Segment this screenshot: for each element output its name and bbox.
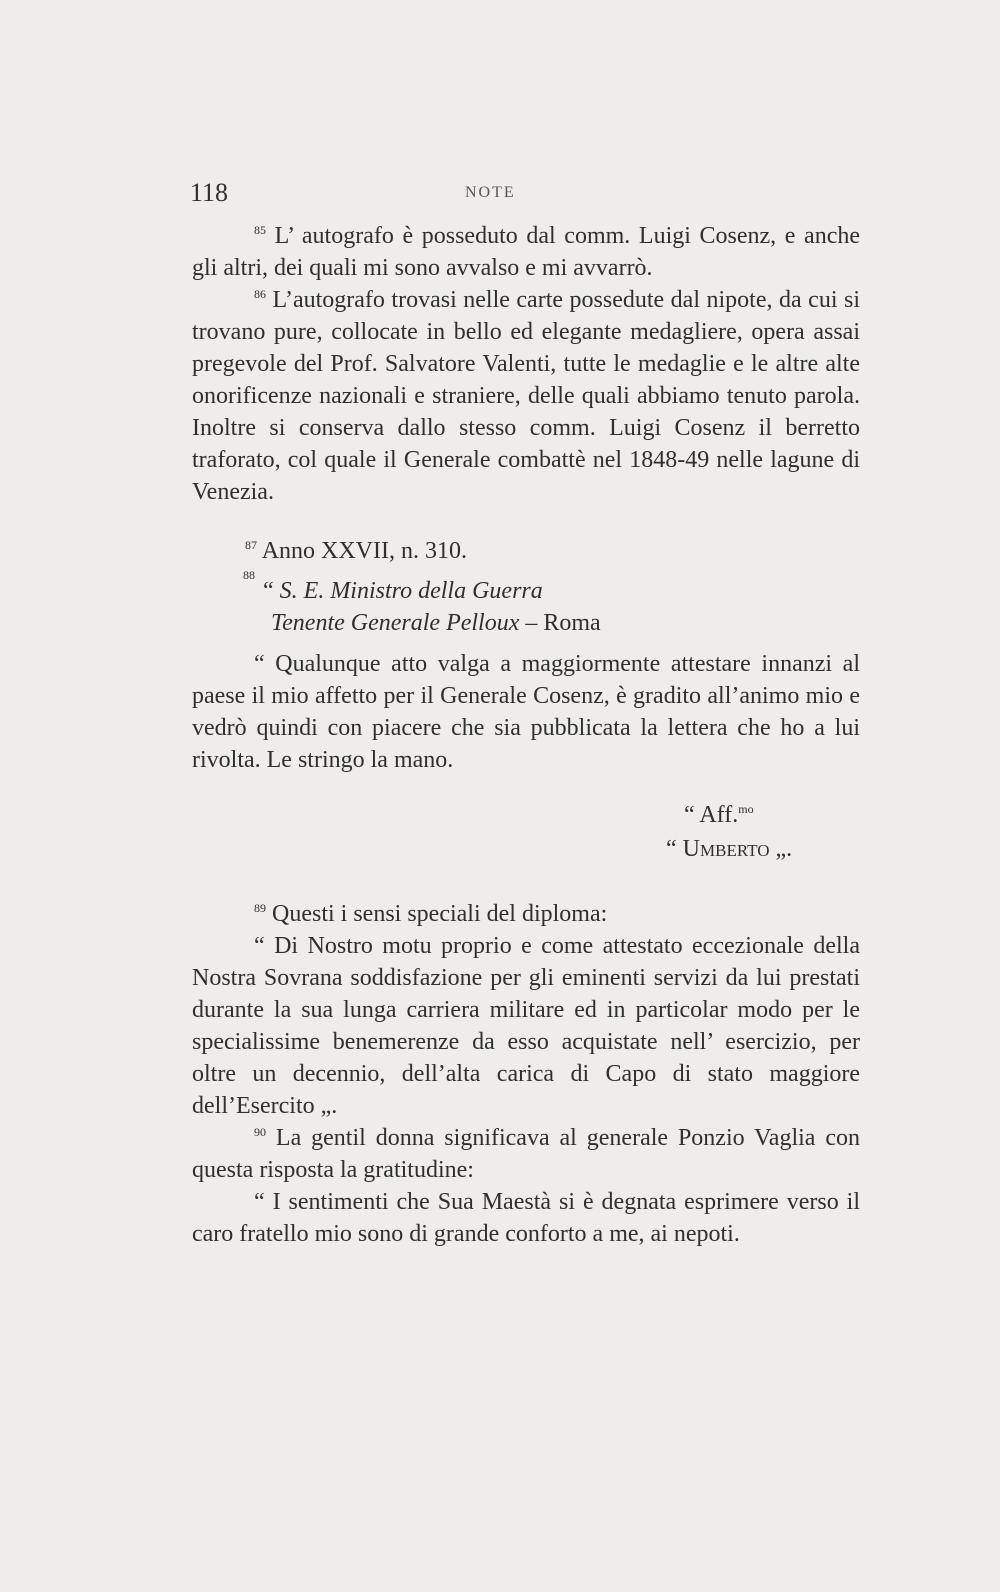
page-number: 118 — [190, 178, 229, 207]
signature-name: Umberto — [682, 836, 770, 862]
footnote-text: L’ autografo è posseduto dal comm. Luigi Cosenz, e anche gli altri, dei quali mi sono avvalso e mi avvarrò. — [192, 223, 861, 281]
running-title: NOTE — [465, 184, 516, 201]
footnote-number: 89 — [254, 901, 266, 915]
letter-signature: “ Umberto „. — [666, 836, 793, 862]
footnote-86 — [192, 284, 860, 508]
addressee-rank: Tenente Generale Pelloux — [271, 610, 520, 636]
address-line-1: “ S. E. Ministro della Guerra — [263, 578, 543, 604]
footnote-text: Anno XXVII, n. 310. — [261, 538, 467, 564]
footnote-text: L’autografo trovasi nelle carte possedute dal nipote, da cui si trovano pure, collocate in bello ed elegante medagliere, opera assai pregevole del Prof. Salvatore Valenti, tutte le medaglie e le altre alte onorificenze nazionali e straniere, delle quali abbiamo tenuto parola. Inoltre si conserva dallo stesso comm. Luigi Cosenz il berretto traforato, col quale il Generale combattè nel 1848-49 nelle lagune di Venezia. — [192, 287, 860, 505]
footnote-90-quote — [192, 1186, 860, 1250]
footnote-90 — [192, 1122, 860, 1186]
footnote-number: 87 — [245, 538, 257, 552]
address-line-2: Tenente Generale Pelloux – Roma — [271, 610, 601, 636]
footnote-85 — [192, 220, 860, 284]
book-page: 118 NOTE $^{85}$ L’ autografo è posseduto dal comm. Luigi Cosenz, e anche gli altri, dei quali mi sono avvalso e mi avvarrò. $^{86}$ L’autografo trovasi nelle carte possedute dal nipote, da cui si trovano pure, collocate in bello ed elegante medagliere, opera assai pregevole del Prof. Salvatore Valenti, tutte le medaglie e le altre alte onorificenze nazionali e straniere, delle quali abbiamo tenuto parola. Inoltre si conserva dallo stesso comm. Luigi Cosenz il berretto traforato, col quale il Generale combattè nel 1848-49 nelle lagune di Venezia. $^{87}$ Anno XXVII, n. 310. 88 “ S. E. Ministro della Guerra Tenente Generale Pelloux – Roma “ Qualunque atto valga a maggiormente attestare innanzi al paese il mio affetto per il Generale Cosenz, è gradito all’animo mio e vedrò quindi con piacere che sia pubblicata la lettera che ho a lui rivolta. Le stringo la mano. “ Aff.$^{mo}$ “ Umberto „. $^{89}$ Questi i sensi speciali del diploma: “ Di Nostro motu proprio e come attestato eccezionale della Nostra Sovrana soddisfazione per gli eminenti servizi da lui prestati durante la sua lunga carriera militare ed in particolar modo per le specialissime benemerenze da esso acquistate nell’ esercizio, per oltre un decennio, dell’alta carica di Capo di stato maggiore dell’Esercito „. $^{90}$ La gentil donna significava al generale Ponzio Vaglia con questa risposta la gratitudine: “ I sentimenti che Sua Maestà si è degnata esprimere verso il caro fratello mio sono di grande conforto a me, ai nepoti. — [0, 0, 1000, 1592]
footnote-intro: Questi i sensi speciali del diploma: — [272, 901, 608, 927]
letter-closing: “ Aff.$^{mo}$ — [684, 802, 754, 828]
letter-body: “ Qualunque atto valga a maggiormente attestare innanzi al paese il mio affetto per il Generale Cosenz, è gradito all’animo mio e vedrò quindi con piacere che sia pubblicata la lettera che ho a lui rivolta. Le stringo la mano. — [192, 651, 860, 773]
reply-text: “ I sentimenti che Sua Maestà si è degnata esprimere verso il caro fratello mio sono di grande conforto a me, ai nepoti. — [192, 1189, 860, 1247]
page-header — [190, 178, 660, 208]
footnote-number: 86 — [254, 287, 266, 301]
footnote-number: 85 — [254, 223, 266, 237]
addressee: S. E. Ministro della Guerra — [279, 578, 543, 604]
footnote-text: La gentil donna significava al generale Ponzio Vaglia con questa risposta la gratitudine: — [192, 1125, 860, 1183]
footnote-87 — [245, 538, 467, 565]
footnote-number: 90 — [254, 1125, 266, 1139]
footnote-89 — [192, 898, 860, 930]
footnote-89-quote — [192, 930, 860, 1122]
footnote-88-letter — [192, 648, 860, 776]
diploma-text: “ Di Nostro motu proprio e come attestato eccezionale della Nostra Sovrana soddisfazione per gli eminenti servizi da lui prestati durante la sua lunga carriera militare ed in particolar modo per le specialissime benemerenze da esso acquistate nell’ esercizio, per oltre un decennio, dell’alta carica di Capo di stato maggiore dell’Esercito „. — [192, 933, 860, 1119]
